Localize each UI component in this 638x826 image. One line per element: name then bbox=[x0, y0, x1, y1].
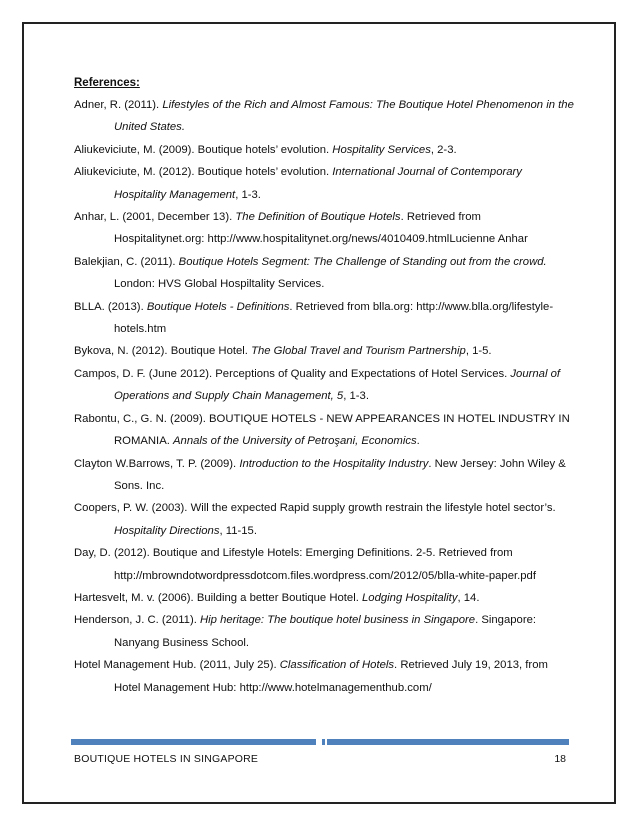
reference-entry: Aliukeviciute, M. (2012). Boutique hotels’ evolution. International Journal of Contemporary Hospitality Management, 1-3. bbox=[74, 166, 522, 201]
footer-rule bbox=[71, 739, 569, 745]
page-number: 18 bbox=[554, 753, 566, 765]
references-section bbox=[74, 72, 574, 699]
reference-entry: Aliukeviciute, M. (2009). Boutique hotels’ evolution. Hospitality Services, 2-3. bbox=[74, 143, 457, 156]
reference-entry: Anhar, L. (2001, December 13). The Definition of Boutique Hotels. Retrieved from Hospitalitynet.org: http://www.hospitalitynet.org/news/4010409.htmlLucienne Anhar bbox=[74, 211, 528, 246]
references-heading: References: bbox=[74, 77, 140, 89]
reference-entry: Coopers, P. W. (2003). Will the expected Rapid supply growth restrain the lifestyle hotel sector’s. Hospitality Directions, 11-15. bbox=[74, 502, 556, 537]
reference-entry: Clayton W.Barrows, T. P. (2009). Introduction to the Hospitality Industry. New Jersey: John Wiley & Sons. Inc. bbox=[74, 457, 566, 492]
reference-entry: Day, D. (2012). Boutique and Lifestyle Hotels: Emerging Definitions. 2-5. Retrieved from http://mbrowndotwordpressdotcom.files.wordpress.com/2012/05/blla-white-paper.pdf bbox=[74, 547, 536, 582]
reference-entry: Hotel Management Hub. (2011, July 25). Classification of Hotels. Retrieved July 19, 2013, from Hotel Management Hub: http://www.hotelmanagementhub.com/ bbox=[74, 659, 548, 694]
footer-title: BOUTIQUE HOTELS IN SINGAPORE bbox=[74, 753, 259, 765]
reference-entry: Rabontu, C., G. N. (2009). BOUTIQUE HOTELS - NEW APPEARANCES IN HOTEL INDUSTRY IN ROMANIA. Annals of the University of Petroşani, Economics. bbox=[74, 412, 570, 448]
reference-entry: Hartesvelt, M. v. (2006). Building a better Boutique Hotel. Lodging Hospitality, 14. bbox=[74, 591, 480, 604]
reference-entry: Adner, R. (2011). Lifestyles of the Rich and Almost Famous: The Boutique Hotel Phenomenon in the United States. bbox=[74, 99, 574, 134]
reference-entry: Bykova, N. (2012). Boutique Hotel. The Global Travel and Tourism Partnership, 1-5. bbox=[74, 345, 492, 358]
reference-list bbox=[74, 94, 574, 699]
reference-entry: Balekjian, C. (2011). Boutique Hotels Segment: The Challenge of Standing out from the crowd. London: HVS Global Hospiltality Services. bbox=[74, 255, 547, 291]
reference-entry: Henderson, J. C. (2011). Hip heritage: The boutique hotel business in Singapore. Singapore: Nanyang Business School. bbox=[74, 614, 536, 649]
reference-entry: Campos, D. F. (June 2012). Perceptions of Quality and Expectations of Hotel Services. Journal of Operations and Supply Chain Management, 5, 1-3. bbox=[74, 367, 561, 403]
reference-entry: BLLA. (2013). Boutique Hotels - Definitions. Retrieved from blla.org: http://www.blla.org/lifestyle-hotels.htm bbox=[74, 300, 554, 336]
